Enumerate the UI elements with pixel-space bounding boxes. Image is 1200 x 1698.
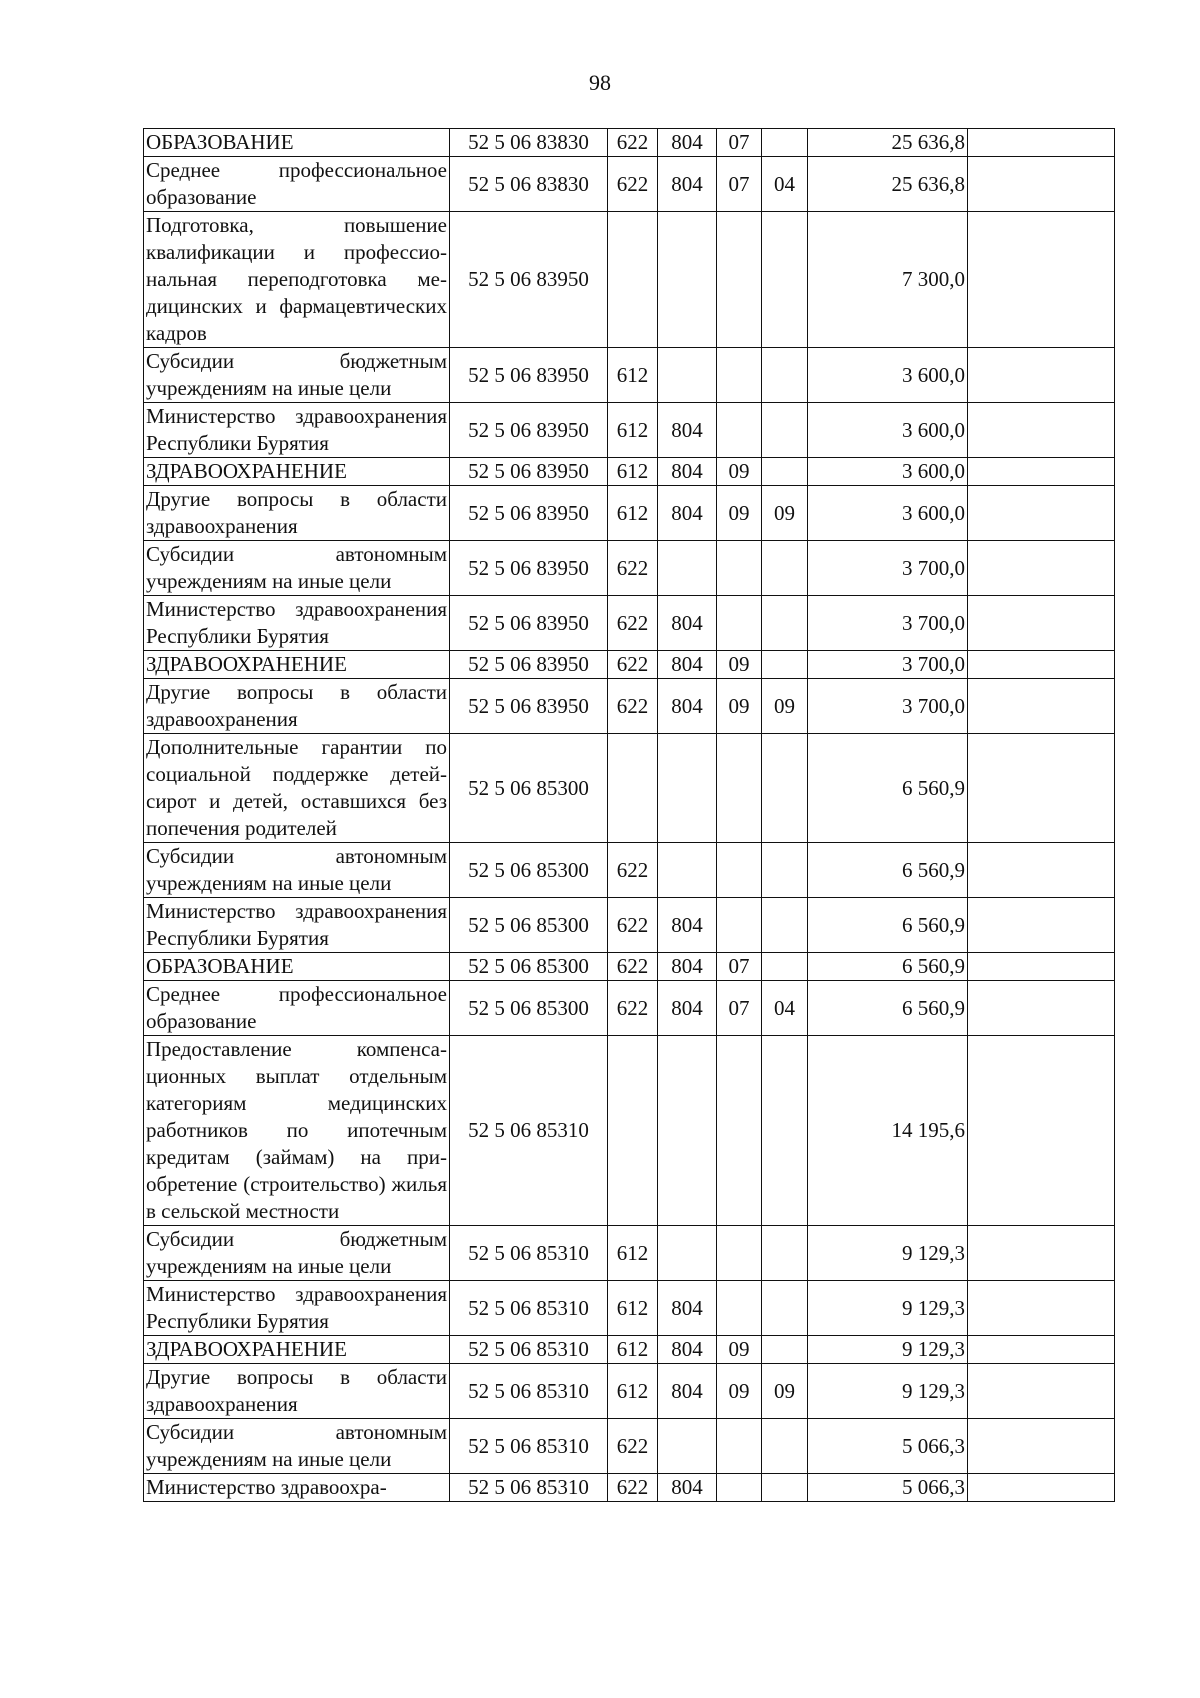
- table-row: [144, 1419, 1115, 1474]
- row-vr-cell: 622: [608, 651, 658, 679]
- row-name-cell: [144, 651, 450, 679]
- row-name-cell: [144, 1226, 450, 1281]
- row-sum-cell: 25 636,8: [808, 129, 968, 157]
- row-rz-cell: [717, 596, 762, 651]
- row-rz-cell: [717, 843, 762, 898]
- row-empty-cell: [968, 843, 1115, 898]
- row-name-text: ОБРАЗОВАНИЕ: [146, 954, 294, 978]
- row-empty-cell: [968, 403, 1115, 458]
- row-name-cell: [144, 1474, 450, 1502]
- row-vr-cell: 622: [608, 596, 658, 651]
- row-vr-cell: 612: [608, 1364, 658, 1419]
- row-pr-cell: [762, 212, 808, 348]
- row-name-cell: [144, 898, 450, 953]
- table-row: [144, 1226, 1115, 1281]
- row-sum-cell: 9 129,3: [808, 1364, 968, 1419]
- row-rz-cell: [717, 1474, 762, 1502]
- table-row: [144, 981, 1115, 1036]
- row-grbs-cell: 804: [658, 1364, 717, 1419]
- row-grbs-cell: [658, 1419, 717, 1474]
- row-vr-cell: 622: [608, 1419, 658, 1474]
- row-code-cell: 52 5 06 85310: [450, 1226, 608, 1281]
- row-rz-cell: 07: [717, 953, 762, 981]
- row-sum-cell: 3 600,0: [808, 486, 968, 541]
- row-name-text: ЗДРАВООХРАНЕНИЕ: [146, 459, 347, 483]
- row-pr-cell: [762, 348, 808, 403]
- row-sum-cell: 6 560,9: [808, 843, 968, 898]
- row-pr-cell: [762, 734, 808, 843]
- row-vr-cell: 612: [608, 403, 658, 458]
- row-name-text: Министерство здравоохранения Республики Бурятия: [146, 597, 447, 648]
- row-code-cell: 52 5 06 85300: [450, 953, 608, 981]
- row-code-cell: 52 5 06 83950: [450, 212, 608, 348]
- row-grbs-cell: [658, 734, 717, 843]
- row-name-cell: [144, 1364, 450, 1419]
- row-empty-cell: [968, 1281, 1115, 1336]
- row-name-text: Субсидии автономным учреждениям на иные цели: [146, 542, 447, 593]
- row-name-cell: [144, 403, 450, 458]
- row-pr-cell: 09: [762, 679, 808, 734]
- row-name-text: Среднее профессиональное образование: [146, 982, 447, 1033]
- row-empty-cell: [968, 1474, 1115, 1502]
- row-vr-cell: 622: [608, 541, 658, 596]
- row-grbs-cell: 804: [658, 486, 717, 541]
- row-code-cell: 52 5 06 83830: [450, 129, 608, 157]
- row-name-text: ОБРАЗОВАНИЕ: [146, 130, 294, 154]
- row-pr-cell: [762, 651, 808, 679]
- row-empty-cell: [968, 541, 1115, 596]
- row-sum-cell: 3 600,0: [808, 458, 968, 486]
- table-row: [144, 1364, 1115, 1419]
- row-code-cell: 52 5 06 83950: [450, 679, 608, 734]
- row-name-text: Другие вопросы в области здравоохранения: [146, 680, 447, 731]
- row-grbs-cell: 804: [658, 1336, 717, 1364]
- row-vr-cell: [608, 212, 658, 348]
- row-sum-cell: 9 129,3: [808, 1336, 968, 1364]
- table-row: [144, 1474, 1115, 1502]
- row-sum-cell: 3 700,0: [808, 541, 968, 596]
- row-vr-cell: 622: [608, 1474, 658, 1502]
- row-sum-cell: 9 129,3: [808, 1281, 968, 1336]
- row-code-cell: 52 5 06 85300: [450, 981, 608, 1036]
- row-vr-cell: 612: [608, 486, 658, 541]
- row-grbs-cell: 804: [658, 953, 717, 981]
- row-name-text: Министерство здравоохранения Республики Бурятия: [146, 1282, 447, 1333]
- row-vr-cell: [608, 1036, 658, 1226]
- row-empty-cell: [968, 1036, 1115, 1226]
- row-rz-cell: 09: [717, 1364, 762, 1419]
- row-grbs-cell: 804: [658, 403, 717, 458]
- row-pr-cell: [762, 953, 808, 981]
- table-row: [144, 651, 1115, 679]
- row-sum-cell: 6 560,9: [808, 898, 968, 953]
- row-sum-cell: 3 600,0: [808, 348, 968, 403]
- table-row: [144, 734, 1115, 843]
- table-row: [144, 157, 1115, 212]
- row-sum-cell: 9 129,3: [808, 1226, 968, 1281]
- row-code-cell: 52 5 06 83950: [450, 596, 608, 651]
- table-row: [144, 129, 1115, 157]
- row-name-cell: [144, 734, 450, 843]
- row-pr-cell: [762, 1336, 808, 1364]
- row-empty-cell: [968, 458, 1115, 486]
- row-pr-cell: [762, 1281, 808, 1336]
- row-vr-cell: 622: [608, 981, 658, 1036]
- row-code-cell: 52 5 06 85300: [450, 898, 608, 953]
- row-name-cell: [144, 596, 450, 651]
- row-vr-cell: 622: [608, 129, 658, 157]
- table-row: [144, 541, 1115, 596]
- row-pr-cell: [762, 1474, 808, 1502]
- row-vr-cell: 622: [608, 157, 658, 212]
- row-name-cell: [144, 1281, 450, 1336]
- row-code-cell: 52 5 06 85310: [450, 1419, 608, 1474]
- row-sum-cell: 14 195,6: [808, 1036, 968, 1226]
- table-row: [144, 898, 1115, 953]
- row-name-text: Дополнительные гарантии по социальной поддержке детей-сирот и детей, оставшихся без попечения родителей: [146, 735, 447, 840]
- row-name-text: Другие вопросы в области здравоохранения: [146, 1365, 447, 1416]
- row-code-cell: 52 5 06 83950: [450, 651, 608, 679]
- row-name-text: Министерство здравоохранения Республики Бурятия: [146, 404, 447, 455]
- row-rz-cell: [717, 212, 762, 348]
- row-name-text: ЗДРАВООХРАНЕНИЕ: [146, 652, 347, 676]
- row-grbs-cell: 804: [658, 596, 717, 651]
- row-empty-cell: [968, 981, 1115, 1036]
- row-sum-cell: 6 560,9: [808, 734, 968, 843]
- row-rz-cell: [717, 1281, 762, 1336]
- row-sum-cell: 3 700,0: [808, 596, 968, 651]
- row-empty-cell: [968, 953, 1115, 981]
- row-vr-cell: 622: [608, 953, 658, 981]
- row-rz-cell: [717, 1419, 762, 1474]
- row-name-cell: [144, 1419, 450, 1474]
- table-body: [144, 129, 1115, 1502]
- row-sum-cell: 3 700,0: [808, 651, 968, 679]
- table-row: [144, 679, 1115, 734]
- table-row: [144, 403, 1115, 458]
- row-vr-cell: 622: [608, 898, 658, 953]
- row-grbs-cell: 804: [658, 898, 717, 953]
- row-grbs-cell: [658, 843, 717, 898]
- row-empty-cell: [968, 679, 1115, 734]
- row-code-cell: 52 5 06 85310: [450, 1364, 608, 1419]
- row-empty-cell: [968, 1336, 1115, 1364]
- row-name-text: Другие вопросы в области здравоохранения: [146, 487, 447, 538]
- row-sum-cell: 3 700,0: [808, 679, 968, 734]
- row-pr-cell: [762, 541, 808, 596]
- row-grbs-cell: 804: [658, 129, 717, 157]
- row-name-cell: [144, 679, 450, 734]
- table-row: [144, 486, 1115, 541]
- row-name-text: Субсидии автономным учреждениям на иные цели: [146, 844, 447, 895]
- row-code-cell: 52 5 06 83950: [450, 458, 608, 486]
- page-number: 98: [589, 70, 611, 95]
- row-name-text: Среднее профессиональное образование: [146, 158, 447, 209]
- row-rz-cell: [717, 403, 762, 458]
- row-name-text: Министерство здравоохра-: [146, 1475, 387, 1499]
- row-grbs-cell: 804: [658, 679, 717, 734]
- row-pr-cell: [762, 843, 808, 898]
- row-empty-cell: [968, 348, 1115, 403]
- row-code-cell: 52 5 06 85300: [450, 734, 608, 843]
- row-vr-cell: 612: [608, 1336, 658, 1364]
- row-pr-cell: [762, 403, 808, 458]
- row-pr-cell: [762, 898, 808, 953]
- table-row: [144, 458, 1115, 486]
- row-empty-cell: [968, 486, 1115, 541]
- row-grbs-cell: 804: [658, 1474, 717, 1502]
- table-row: [144, 1281, 1115, 1336]
- row-code-cell: 52 5 06 83950: [450, 486, 608, 541]
- row-rz-cell: [717, 541, 762, 596]
- row-name-cell: [144, 981, 450, 1036]
- row-empty-cell: [968, 1226, 1115, 1281]
- row-code-cell: 52 5 06 85310: [450, 1474, 608, 1502]
- row-rz-cell: 09: [717, 486, 762, 541]
- row-vr-cell: [608, 734, 658, 843]
- row-rz-cell: 09: [717, 1336, 762, 1364]
- row-name-cell: [144, 458, 450, 486]
- row-pr-cell: 04: [762, 981, 808, 1036]
- row-pr-cell: [762, 1419, 808, 1474]
- table-row: [144, 953, 1115, 981]
- row-grbs-cell: 804: [658, 157, 717, 212]
- row-name-cell: [144, 1036, 450, 1226]
- row-name-cell: [144, 1336, 450, 1364]
- table-row: [144, 596, 1115, 651]
- row-code-cell: 52 5 06 83830: [450, 157, 608, 212]
- row-name-cell: [144, 129, 450, 157]
- row-rz-cell: [717, 1036, 762, 1226]
- row-empty-cell: [968, 651, 1115, 679]
- row-empty-cell: [968, 129, 1115, 157]
- row-pr-cell: [762, 129, 808, 157]
- row-code-cell: 52 5 06 85300: [450, 843, 608, 898]
- row-rz-cell: 09: [717, 651, 762, 679]
- budget-table: [143, 128, 1115, 1502]
- row-code-cell: 52 5 06 83950: [450, 403, 608, 458]
- row-grbs-cell: 804: [658, 1281, 717, 1336]
- row-name-cell: [144, 486, 450, 541]
- row-name-text: Субсидии бюджетным учреждениям на иные цели: [146, 349, 447, 400]
- table-row: [144, 1036, 1115, 1226]
- row-empty-cell: [968, 1419, 1115, 1474]
- row-name-cell: [144, 157, 450, 212]
- row-sum-cell: 5 066,3: [808, 1474, 968, 1502]
- row-rz-cell: [717, 348, 762, 403]
- row-name-cell: [144, 953, 450, 981]
- row-grbs-cell: 804: [658, 981, 717, 1036]
- table-row: [144, 212, 1115, 348]
- row-pr-cell: [762, 458, 808, 486]
- row-vr-cell: 612: [608, 1226, 658, 1281]
- row-rz-cell: 09: [717, 679, 762, 734]
- row-name-text: ЗДРАВООХРАНЕНИЕ: [146, 1337, 347, 1361]
- row-vr-cell: 622: [608, 843, 658, 898]
- row-grbs-cell: [658, 1036, 717, 1226]
- row-grbs-cell: 804: [658, 458, 717, 486]
- row-grbs-cell: 804: [658, 651, 717, 679]
- row-sum-cell: 7 300,0: [808, 212, 968, 348]
- row-name-cell: [144, 541, 450, 596]
- row-rz-cell: [717, 734, 762, 843]
- row-empty-cell: [968, 1364, 1115, 1419]
- table-row: [144, 348, 1115, 403]
- row-name-cell: [144, 843, 450, 898]
- row-name-cell: [144, 348, 450, 403]
- row-empty-cell: [968, 212, 1115, 348]
- row-rz-cell: 07: [717, 981, 762, 1036]
- row-code-cell: 52 5 06 83950: [450, 348, 608, 403]
- row-grbs-cell: [658, 348, 717, 403]
- row-name-text: Министерство здравоохранения Республики Бурятия: [146, 899, 447, 950]
- row-name-text: Подготовка, повышение квалификации и профессиональная переподготовка медицинских и фармацевтических кадров: [146, 213, 447, 345]
- row-empty-cell: [968, 898, 1115, 953]
- row-pr-cell: [762, 1036, 808, 1226]
- row-code-cell: 52 5 06 83950: [450, 541, 608, 596]
- row-rz-cell: 09: [717, 458, 762, 486]
- row-code-cell: 52 5 06 85310: [450, 1036, 608, 1226]
- row-rz-cell: 07: [717, 129, 762, 157]
- row-name-text: Субсидии автономным учреждениям на иные цели: [146, 1420, 447, 1471]
- row-sum-cell: 3 600,0: [808, 403, 968, 458]
- row-empty-cell: [968, 157, 1115, 212]
- row-sum-cell: 25 636,8: [808, 157, 968, 212]
- row-rz-cell: [717, 898, 762, 953]
- row-grbs-cell: [658, 541, 717, 596]
- row-pr-cell: 09: [762, 1364, 808, 1419]
- row-rz-cell: [717, 1226, 762, 1281]
- row-empty-cell: [968, 734, 1115, 843]
- row-vr-cell: 612: [608, 348, 658, 403]
- row-pr-cell: 09: [762, 486, 808, 541]
- table-row: [144, 1336, 1115, 1364]
- row-vr-cell: 612: [608, 1281, 658, 1336]
- row-rz-cell: 07: [717, 157, 762, 212]
- row-code-cell: 52 5 06 85310: [450, 1281, 608, 1336]
- row-vr-cell: 622: [608, 679, 658, 734]
- row-grbs-cell: [658, 212, 717, 348]
- row-name-cell: [144, 212, 450, 348]
- table-row: [144, 843, 1115, 898]
- row-name-text: Предоставление компенсационных выплат отдельным категориям медицинских работников по ипотечным кредитам (займам) на приобретение (строительство) жилья в сельской местности: [146, 1037, 447, 1223]
- row-pr-cell: [762, 1226, 808, 1281]
- row-vr-cell: 612: [608, 458, 658, 486]
- row-sum-cell: 6 560,9: [808, 981, 968, 1036]
- row-sum-cell: 6 560,9: [808, 953, 968, 981]
- row-empty-cell: [968, 596, 1115, 651]
- row-sum-cell: 5 066,3: [808, 1419, 968, 1474]
- row-code-cell: 52 5 06 85310: [450, 1336, 608, 1364]
- row-name-text: Субсидии бюджетным учреждениям на иные цели: [146, 1227, 447, 1278]
- row-pr-cell: [762, 596, 808, 651]
- row-pr-cell: 04: [762, 157, 808, 212]
- row-grbs-cell: [658, 1226, 717, 1281]
